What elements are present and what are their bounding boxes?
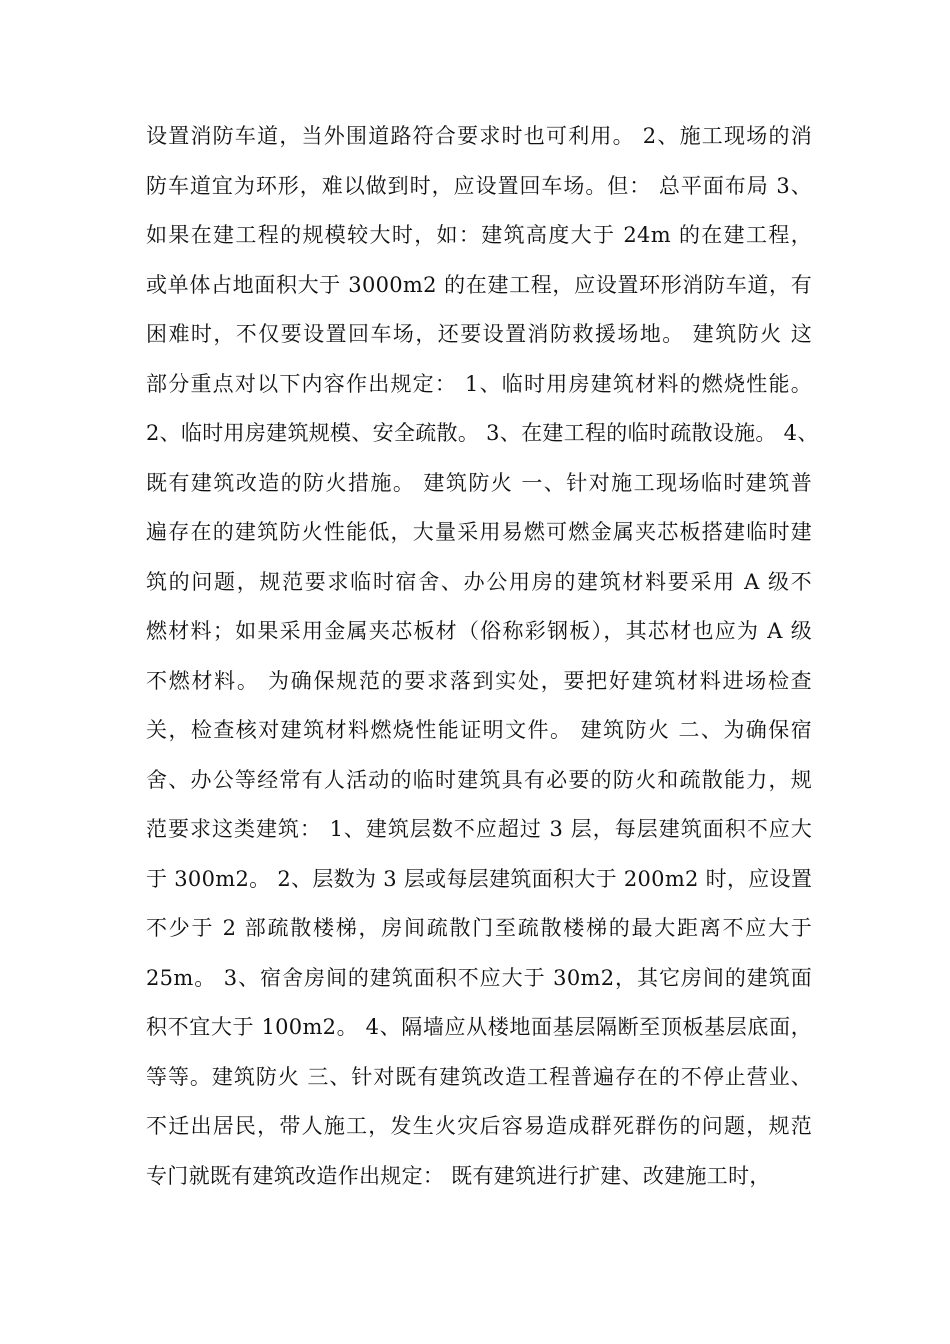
text-line: 于 300m2。 2、层数为 3 层或每层建筑面积大于 200m2 时，应设置 [146,866,813,891]
text-line: 筑的问题，规范要求临时宿舍、办公用房的建筑材料要采用 A 级不 [146,569,812,594]
text-line: 25m。 3、宿舍房间的建筑面积不应大于 30m2，其它房间的建筑面 [146,965,812,990]
text-line: 专门就既有建筑改造作出规定： 既有建筑进行扩建、改建施工时， [146,1163,771,1188]
text-line: 设置消防车道，当外围道路符合要求时也可利用。 2、施工现场的消 [146,124,812,148]
text-line: 不少于 2 部疏散楼梯，房间疏散门至疏散楼梯的最大距离不应大于 [146,916,812,940]
text-line: 关，检查核对建筑材料燃烧性能证明文件。 建筑防火 二、为确保宿 [146,718,812,742]
text-line: 防车道宜为环形，难以做到时，应设置回车场。但： 总平面布局 3、 [146,173,812,198]
text-line: 或单体占地面积大于 3000m2 的在建工程，应设置环形消防车道，有 [146,272,812,297]
text-line: 积不宜大于 100m2。 4、隔墙应从楼地面基层隔断至顶板基层底面， [146,1015,812,1039]
text-line: 困难时，不仅要设置回车场，还要设置消防救援场地。 建筑防火 这 [146,322,812,346]
text-line: 燃材料；如果采用金属夹芯板材（俗称彩钢板），其芯材也应为 A 级 [146,619,812,643]
body-text [146,112,819,1201]
text-line: 如果在建工程的规模较大时，如：建筑高度大于 24m 的在建工程， [146,223,812,247]
text-line: 部分重点对以下内容作出规定： 1、临时用房建筑材料的燃烧性能。 [146,371,812,396]
text-line: 不迁出居民，带人施工，发生火灾后容易造成群死群伤的问题，规范 [146,1114,812,1138]
text-line: 遍存在的建筑防火性能低，大量采用易燃可燃金属夹芯板搭建临时建 [146,520,812,544]
text-line: 2、临时用房建筑规模、安全疏散。 3、在建工程的临时疏散设施。 4、 [146,421,819,445]
text-line: 不燃材料。 为确保规范的要求落到实处，要把好建筑材料进场检查 [146,668,812,693]
text-line: 等等。建筑防火 三、针对既有建筑改造工程普遍存在的不停止营业、 [146,1064,812,1089]
text-line: 既有建筑改造的防火措施。 建筑防火 一、针对施工现场临时建筑普 [146,470,812,495]
text-line: 范要求这类建筑： 1、建筑层数不应超过 3 层，每层建筑面积不应大 [146,817,812,841]
text-line: 舍、办公等经常有人活动的临时建筑具有必要的防火和疏散能力，规 [146,767,812,792]
